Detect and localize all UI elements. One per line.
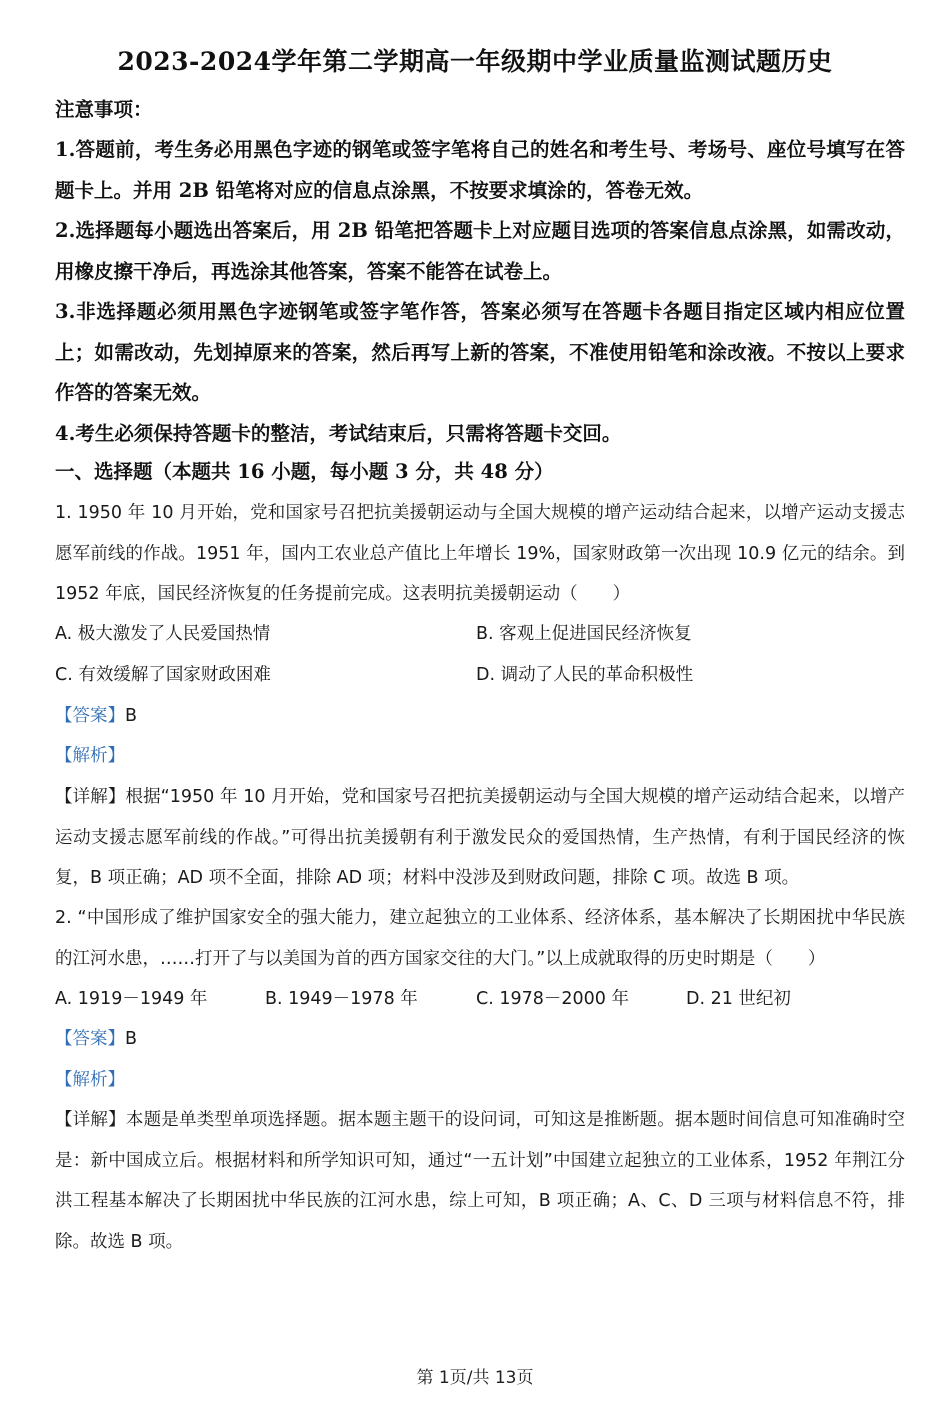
notice-item: 2.选择题每小题选出答案后，用 2B 铅笔把答题卡上对应题目选项的答案信息点涂黑，如需改动，用橡皮擦干净后，再选涂其他答案，答案不能答在试卷上。 — [55, 219, 905, 283]
question-1-options-row-2 — [55, 655, 905, 695]
page-title: 2023-2024学年第二学期高一年级期中学业质量监测试题历史 — [117, 47, 833, 76]
question-2-options-row — [55, 979, 905, 1019]
option-d: D. 调动了人民的革命积极性 — [476, 665, 694, 685]
detail-tag: 【详解】 — [55, 1110, 126, 1130]
answer-tag: 【答案】 — [55, 1029, 125, 1049]
question-2-stem — [55, 898, 905, 979]
analysis-tag: 【解析】 — [55, 1070, 125, 1090]
detail-tag: 【详解】 — [55, 787, 126, 807]
option-b: B. 1949－1978 年 — [265, 989, 418, 1009]
notice-item: 4.考生必须保持答题卡的整洁，考试结束后，只需将答题卡交回。 — [55, 421, 622, 445]
option-b: B. 客观上促进国民经济恢复 — [476, 624, 692, 644]
question-stem-text: 2. “中国形成了维护国家安全的强大能力，建立起独立的工业体系、经济体系，基本解决了长期困扰中华民族的江河水患，……打开了与以美国为首的西方国家交往的大门。”以上成就取得的历史时期是（ ） — [55, 908, 905, 969]
section-title: 一、选择题（本题共 16 小题，每小题 3 分，共 48 分） — [55, 460, 554, 483]
detail-text: 本题是单类型单项选择题。据本题主题干的设问词，可知这是推断题。据本题时间信息可知准确时空是：新中国成立后。根据材料和所学知识可知，通过“一五计划”中国建立起独立的工业体系，1952 年荆江分洪工程基本解决了长期困扰中华民族的江河水患，综上可知，B 项正确；A、C、D 三项与材料信息不符，排除。故选 B 项。 — [55, 1110, 906, 1252]
notice-list — [55, 130, 905, 454]
option-a: A. 1919－1949 年 — [55, 989, 208, 1009]
answer-value: B — [125, 706, 138, 726]
question-1-analysis — [55, 736, 125, 776]
analysis-tag: 【解析】 — [55, 746, 125, 766]
option-c: C. 有效缓解了国家财政困难 — [55, 665, 271, 685]
question-1-answer — [55, 696, 137, 736]
answer-tag: 【答案】 — [55, 706, 125, 726]
option-c: C. 1978－2000 年 — [476, 989, 629, 1009]
option-a: A. 极大激发了人民爱国热情 — [55, 624, 271, 644]
page-footer: 第 1页/共 13页 — [416, 1368, 534, 1388]
question-1-detail — [55, 777, 905, 899]
option-d: D. 21 世纪初 — [686, 989, 791, 1009]
notice-item: 1.答题前，考生务必用黑色字迹的钢笔或签字笔将自己的姓名和考生号、考场号、座位号填写在答题卡上。并用 2B 铅笔将对应的信息点涂黑，不按要求填涂的，答卷无效。 — [55, 138, 905, 202]
answer-value: B — [125, 1029, 138, 1049]
question-2-analysis — [55, 1060, 125, 1100]
detail-text: 根据“1950 年 10 月开始，党和国家号召把抗美援朝运动与全国大规模的增产运动结合起来，以增产运动支援志愿军前线的作战。”可得出抗美援朝有利于激发民众的爱国热情，生产热情，有利于国民经济的恢复，B 项正确；AD 项不全面，排除 AD 项；材料中没涉及到财政问题，排除 C 项。故选 B 项。 — [55, 787, 906, 888]
question-stem-text: 1. 1950 年 10 月开始，党和国家号召把抗美援朝运动与全国大规模的增产运动结合起来，以增产运动支援志愿军前线的作战。1951 年，国内工农业总产值比上年增长 19%，国家财政第一次出现 10.9 亿元的结余。到 1952 年底，国民经济恢复的任务提前完成。这表明抗美援朝运动（ ） — [55, 503, 905, 604]
question-1-stem — [55, 493, 905, 615]
question-1-options-row-1 — [55, 614, 905, 654]
notice-heading: 注意事项： — [55, 98, 153, 121]
notice-item: 3.非选择题必须用黑色字迹钢笔或签字笔作答，答案必须写在答题卡各题目指定区域内相应位置上；如需改动，先划掉原来的答案，然后再写上新的答案，不准使用铅笔和涂改液。不按以上要求作答的答案无效。 — [55, 300, 905, 404]
question-2-detail — [55, 1100, 905, 1262]
question-2-answer — [55, 1019, 137, 1059]
